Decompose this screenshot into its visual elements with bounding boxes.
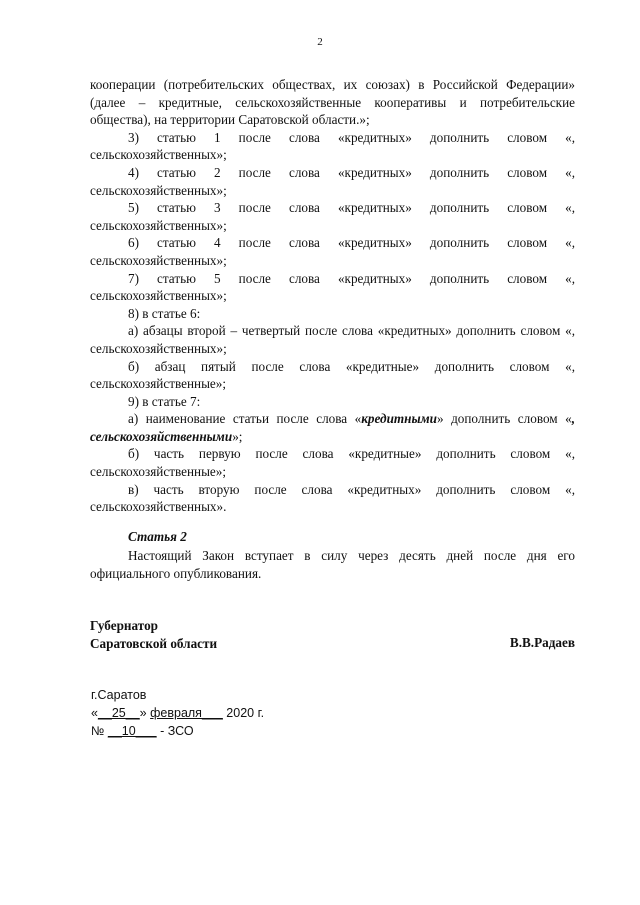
city: г.Саратов bbox=[91, 688, 147, 702]
amendments-text bbox=[90, 76, 575, 516]
number-line bbox=[91, 722, 264, 740]
signer-position-line: Саратовской области bbox=[90, 636, 218, 651]
number-value: __10___ bbox=[107, 724, 157, 738]
date-line bbox=[91, 704, 264, 722]
signer-position bbox=[90, 617, 217, 653]
paragraph: 5) статью 3 после слова «кредитных» дополнить словом «, сельскохозяйственных»; bbox=[90, 200, 575, 233]
paragraph: Настоящий Закон вступает в силу через десять дней после дня его официального опубликования. bbox=[90, 548, 575, 581]
signer-position-line: Губернатор bbox=[90, 618, 158, 633]
text-run: а) наименование статьи после слова « bbox=[128, 411, 362, 427]
paragraph bbox=[90, 410, 575, 445]
paragraph: б) абзац пятый после слова «кредитные» дополнить словом «, сельскохозяйственные»; bbox=[90, 358, 575, 392]
paragraph: 9) в статье 7: bbox=[128, 393, 201, 409]
date-year: 2020 г. bbox=[226, 706, 265, 720]
paragraph: 4) статью 2 после слова «кредитных» дополнить словом «, сельскохозяйственных»; bbox=[90, 164, 575, 198]
date-day: __25__ bbox=[97, 706, 140, 720]
paragraph: 6) статью 4 после слова «кредитных» дополнить словом «, сельскохозяйственных»; bbox=[90, 235, 575, 268]
signer-name: В.В.Радаев bbox=[509, 635, 575, 650]
paragraph: 8) в статье 6: bbox=[128, 305, 201, 321]
article-title: Статья 2 bbox=[128, 529, 187, 544]
place-date-block bbox=[91, 686, 264, 740]
emphasis-text: , сельскохозяйственными bbox=[90, 411, 576, 444]
emphasis-text: кредитными bbox=[361, 411, 437, 427]
paragraph: 3) статью 1 после слова «кредитных» дополнить словом «, сельскохозяйственных»; bbox=[90, 129, 575, 163]
paragraph: кооперации (потребительских обществах, их союзах) в Российской Федерации» (далее – кредитные, сельскохозяйственные кооперативы и потребительские общества), на территории Саратовской области.»; bbox=[90, 77, 575, 128]
date-month: февраля___ bbox=[150, 706, 223, 720]
text-run: »; bbox=[232, 428, 243, 444]
paragraph: 7) статью 5 после слова «кредитных» дополнить словом «, сельскохозяйственных»; bbox=[90, 270, 575, 304]
date-quote-open: « bbox=[91, 706, 98, 720]
number-prefix: № bbox=[91, 724, 105, 738]
paragraph: в) часть вторую после слова «кредитных» дополнить словом «, сельскохозяйственных». bbox=[90, 481, 575, 515]
paragraph: а) абзацы второй – четвертый после слова «кредитных» дополнить словом «, сельскохозяйственных»; bbox=[90, 323, 575, 356]
date-quote-close: » bbox=[139, 706, 147, 720]
number-suffix: - ЗСО bbox=[160, 724, 194, 738]
article-body bbox=[90, 547, 575, 582]
text-run: » дополнить словом « bbox=[437, 411, 572, 427]
paragraph: б) часть первую после слова «кредитные» дополнить словом «, сельскохозяйственные»; bbox=[90, 446, 575, 480]
page-number: 2 bbox=[317, 36, 323, 48]
